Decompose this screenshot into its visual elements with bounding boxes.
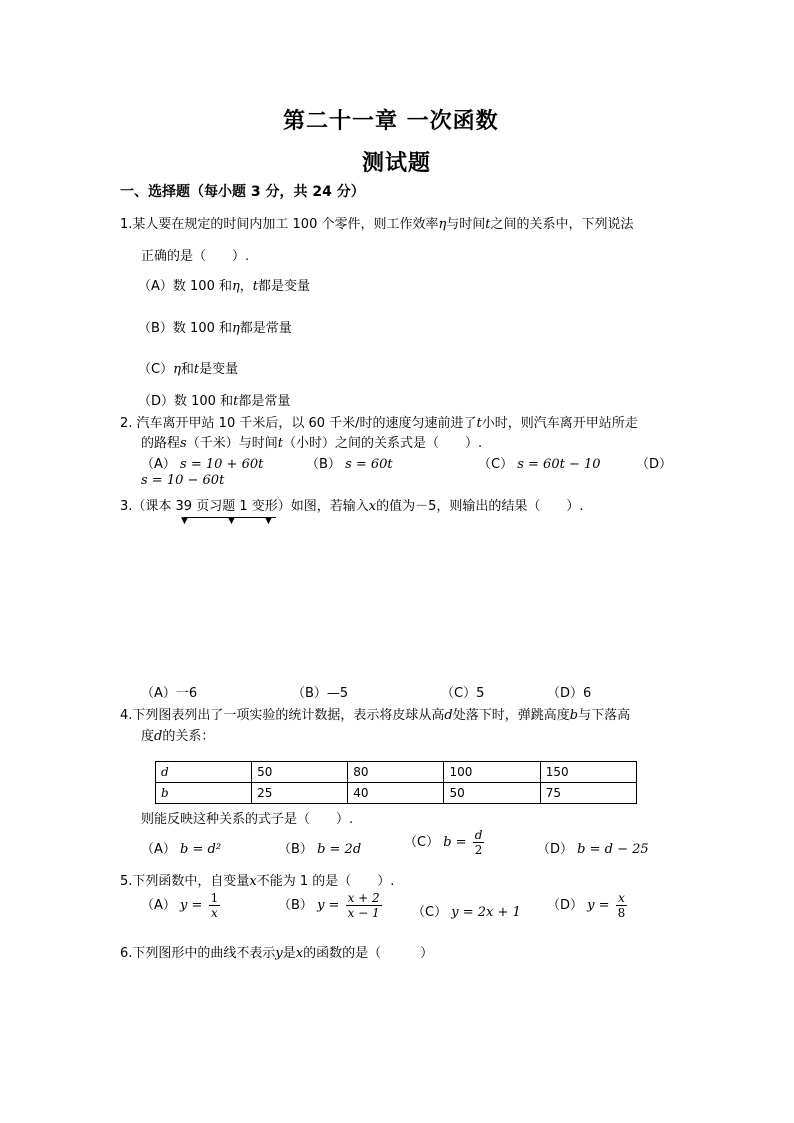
question-1-stem-line2: 正确的是（ ）.	[141, 249, 250, 264]
fraction: $\frac{d}{2}$	[474, 828, 483, 857]
question-1-option-d: （D）数 100 和t都是常量	[138, 394, 291, 409]
question-1-option-c: （C）η和t是变量	[138, 362, 239, 377]
question-4-stem: 4.下列图表列出了一项实验的统计数据，表示将皮球从高d处落下时，弹跳高度b与下落高	[120, 708, 631, 723]
question-5-option-c: （C） y = 2x + 1	[412, 905, 521, 920]
question-3-option-d: （D）6	[547, 686, 592, 701]
table-row	[156, 762, 637, 783]
table-row	[156, 783, 637, 804]
question-4-stem-line2: 度d的关系：	[141, 729, 215, 744]
question-5-option-d: （D） y = $\frac{x}{8}$	[547, 891, 626, 920]
table-cell: 100	[444, 762, 540, 783]
fraction: $\frac{1}{x}$	[210, 891, 219, 920]
question-6-stem: 6.下列图形中的曲线不表示y是x的函数的是（ ）	[120, 946, 434, 961]
arrow-down-icon: ▼	[181, 516, 188, 526]
question-2-option-d-label: （D）	[636, 457, 673, 472]
table-cell: 50	[252, 762, 348, 783]
question-3-stem: 3.（课本 39 页习题 1 变形）如图，若输入x的值为－5，则输出的结果（ ）.	[120, 499, 584, 514]
table-cell: 50	[444, 783, 540, 804]
question-5-option-a: （A） y = $\frac{1}{x}$	[141, 891, 219, 920]
arrow-down-icon: ▼	[228, 516, 235, 526]
question-2-option-d: s = 10 − 60t	[141, 473, 225, 488]
question-5-stem: 5.下列函数中，自变量x不能为 1 的是（ ）.	[120, 874, 395, 889]
arrow-down-icon: ▼	[265, 516, 272, 526]
question-2-option-b: （B） s = 60t	[306, 457, 393, 472]
question-2-option-a: （A） s = 10 + 60t	[141, 457, 264, 472]
table-cell: d	[156, 762, 252, 783]
question-5-option-b: （B） y = $\frac{x + 2}{x - 1}$	[278, 891, 380, 920]
question-2-option-c: （C） s = 60t − 10	[478, 457, 601, 472]
table-cell: 150	[540, 762, 636, 783]
table-cell: 75	[540, 783, 636, 804]
question-4-option-b: （B） b = 2d	[278, 842, 362, 857]
question-3-option-c: （C）5	[441, 686, 485, 701]
table-cell: 40	[348, 783, 444, 804]
table-cell: 80	[348, 762, 444, 783]
question-1-stem: 1.某人要在规定的时间内加工 100 个零件，则工作效率η与时间t之间的关系中，下列说法	[120, 217, 634, 232]
table-cell: b	[156, 783, 252, 804]
fraction: $\frac{x + 2}{x - 1}$	[347, 891, 380, 920]
question-2-stem-line2: 的路程s（千米）与时间t（小时）之间的关系式是（ ）.	[141, 436, 483, 451]
data-table	[155, 761, 637, 804]
question-4-after-table: 则能反映这种关系的式子是（ ）.	[141, 812, 354, 827]
page-subtitle: 测试题	[362, 151, 432, 176]
fraction: $\frac{x}{8}$	[617, 891, 626, 920]
question-4-option-c: （C） b = $\frac{d}{2}$	[404, 828, 483, 857]
question-1-option-b: （B）数 100 和η都是常量	[138, 321, 292, 336]
question-2-stem: 2. 汽车离开甲站 10 千米后，以 60 千米/时的速度匀速前进了t小时，则汽车离开甲站所走	[120, 416, 638, 431]
page-title: 第二十一章 一次函数	[283, 109, 499, 134]
question-4-option-a: （A） b = d²	[141, 842, 222, 857]
question-1-option-a: （A）数 100 和η，t都是变量	[138, 279, 311, 294]
table-cell: 25	[252, 783, 348, 804]
question-3-option-b: （B）—5	[292, 686, 349, 701]
question-3-option-a: （A）一6	[141, 686, 198, 701]
section-heading: 一、选择题（每小题 3 分，共 24 分）	[120, 184, 365, 200]
question-4-option-d: （D） b = d − 25	[537, 842, 649, 857]
